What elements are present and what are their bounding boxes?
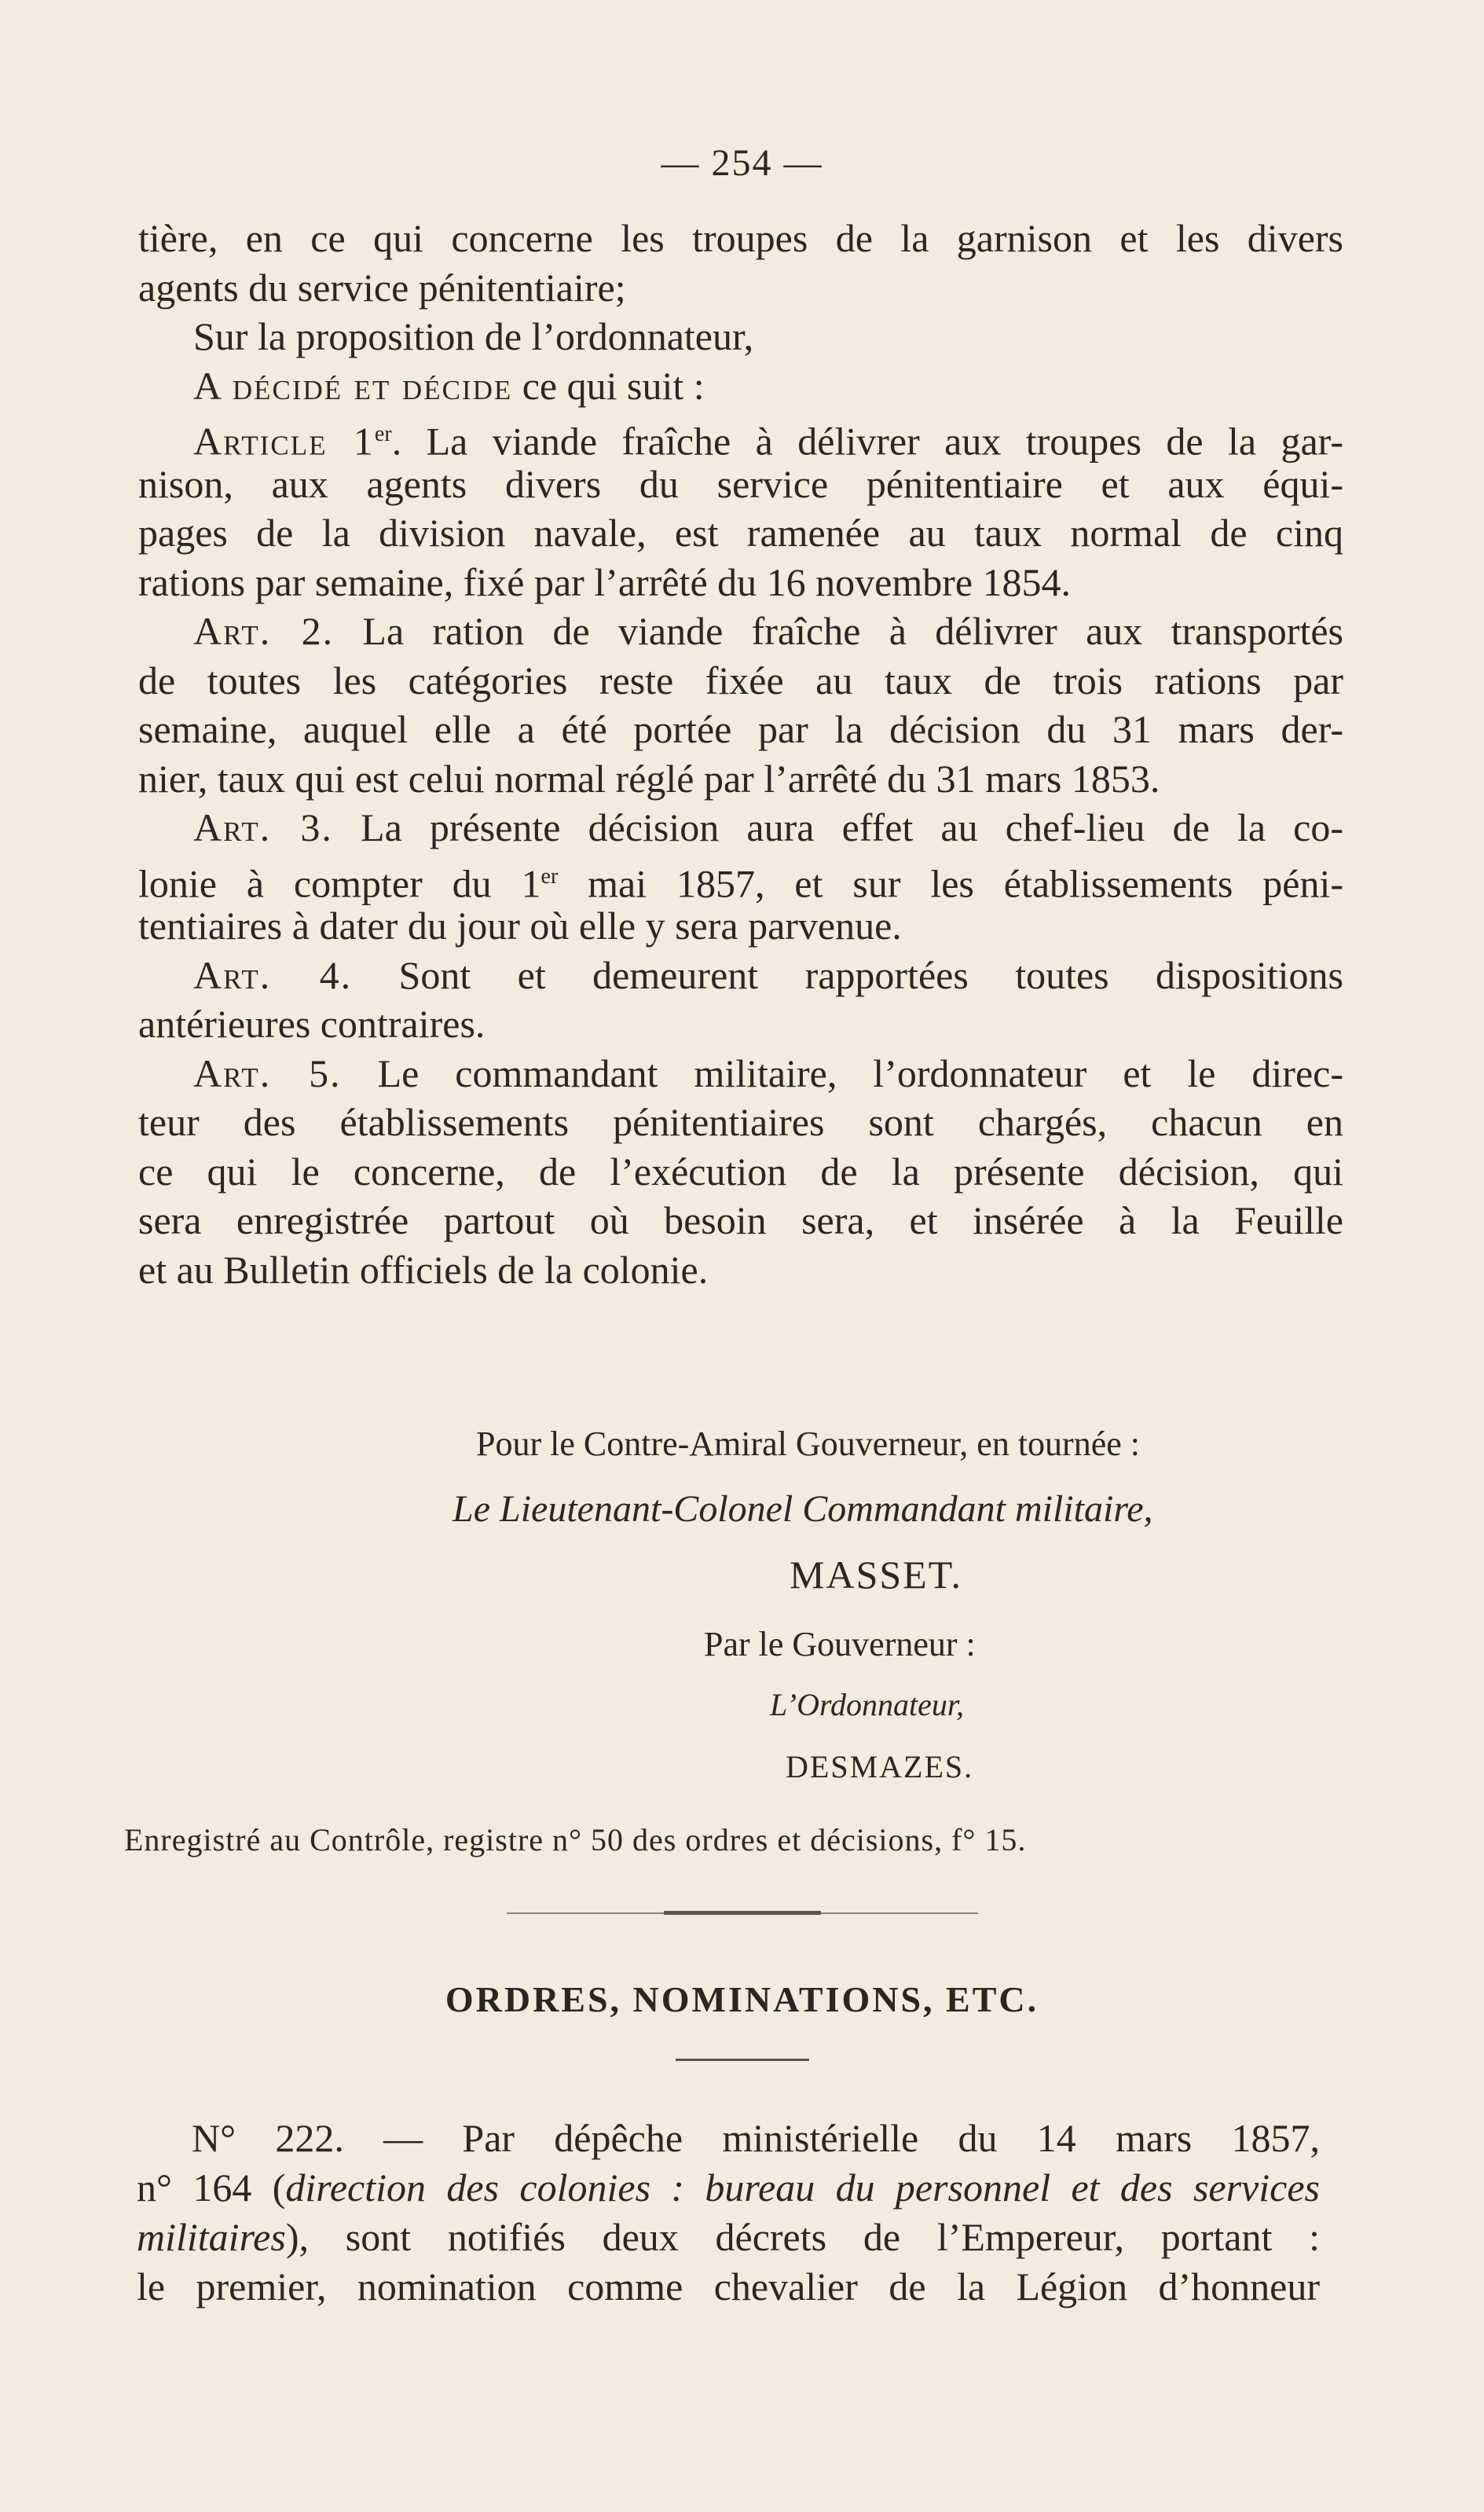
text-line: et au Bulletin officiels de la colonie. xyxy=(138,1247,709,1292)
article-5-label: Art. 5. xyxy=(193,1051,342,1095)
text-line: rations par semaine, fixé par l’arrêté du 16 novembre 1854. xyxy=(138,559,1072,604)
article-3-date-b: mai 1857, et sur les établissements péni- xyxy=(558,861,1343,906)
text-line: antérieures contraires. xyxy=(138,1002,486,1046)
text-line: nison, aux agents divers du service pénitentiaire et aux équi- xyxy=(138,461,1343,506)
text-line: ce qui le concerne, de l’exécution de la présente décision, qui xyxy=(138,1149,1343,1194)
text-line: teur des établissements pénitentiaires sont chargés, chacun en xyxy=(138,1100,1343,1144)
text-line: sera enregistrée partout où besoin sera, et insérée à la Feuille xyxy=(138,1198,1343,1242)
page-number: — 254 — xyxy=(661,142,823,184)
text-line xyxy=(137,2213,1320,2262)
order-222-text xyxy=(137,2114,1320,2312)
article-4-label: Art. 4. xyxy=(193,952,353,997)
signature-authority-2: Par le Gouverneur : xyxy=(704,1625,976,1663)
signature-title: Le Lieutenant-Colonel Commandant militaire, xyxy=(453,1488,1153,1530)
divider-thick xyxy=(664,1911,821,1915)
article-5-line xyxy=(138,1049,1343,1098)
article-1-sup: er xyxy=(374,422,392,446)
decision-clause-rest: ce qui suit : xyxy=(512,363,705,408)
order-direction-cont: militaires xyxy=(137,2215,286,2259)
article-4-text: Sont et demeurent rapportées toutes dispositions xyxy=(352,952,1343,997)
signature-name-2: DESMAZES. xyxy=(786,1749,974,1784)
order-direction: direction des colonies : bureau du personnel et des services xyxy=(285,2165,1320,2209)
text-line: agents du service pénitentiaire; xyxy=(138,265,626,310)
text-line: semaine, auquel elle a été portée par la décision du 31 mars der- xyxy=(138,707,1343,751)
text-line: de toutes les catégories reste fixée au taux de trois rations par xyxy=(138,658,1343,702)
order-notice: ), sont notifiés deux décrets de l’Empereur, portant : xyxy=(285,2215,1320,2259)
text-line: pages de la division navale, est ramenée au taux normal de cinq xyxy=(138,511,1343,555)
article-3-label: Art. 3. xyxy=(193,805,333,849)
signature-name: MASSET. xyxy=(790,1553,963,1597)
article-3-text: La présente décision aura effet au chef-lieu de la co- xyxy=(332,805,1344,849)
section-heading: ORDRES, NOMINATIONS, ETC. xyxy=(445,1979,1039,2019)
text-line: nier, taux qui est celui normal réglé par l’arrêté du 31 mars 1853. xyxy=(138,756,1160,801)
order-ref: n° 164 ( xyxy=(137,2165,286,2209)
article-1-text: . La viande fraîche à délivrer aux troupes de la gar- xyxy=(391,419,1343,464)
article-1-line xyxy=(138,410,1343,464)
underline-bar xyxy=(676,2059,809,2061)
article-5-text: Le commandant militaire, l’ordonnateur et le direc- xyxy=(341,1051,1343,1095)
article-2-line xyxy=(138,607,1343,656)
text-line xyxy=(138,853,1343,906)
article-2-label: Art. 2. xyxy=(193,609,335,653)
article-3-line xyxy=(138,803,1343,853)
text-line: tentiaires à dater du jour où elle y sera parvenue. xyxy=(138,904,902,948)
article-3-sup: er xyxy=(540,864,559,889)
signature-title-2: L’Ordonnateur, xyxy=(770,1687,965,1722)
registry-note: Enregistré au Contrôle, registre n° 50 des ordres et décisions, f° 15. xyxy=(124,1822,1027,1857)
text-line: N° 222. — Par dépêche ministérielle du 14 mars 1857, xyxy=(192,2116,1320,2160)
article-4-line xyxy=(138,951,1343,1000)
text-line xyxy=(137,2163,1320,2213)
text-line: le premier, nomination comme chevalier de la Légion d’honneur xyxy=(137,2264,1320,2308)
decision-text xyxy=(138,214,1343,1294)
signature-authority: Pour le Contre-Amiral Gouverneur, en tournée : xyxy=(476,1425,1140,1463)
article-3-date-a: lonie à compter du 1 xyxy=(138,861,541,906)
article-1-label: Article 1 xyxy=(193,419,375,464)
decision-keyword: A décidé et décide xyxy=(193,363,513,408)
decision-clause xyxy=(138,361,1343,411)
text-line: Sur la proposition de l’ordonnateur, xyxy=(193,314,754,358)
text-line: tière, en ce qui concerne les troupes de la garnison et les divers xyxy=(138,216,1343,260)
article-2-text: La ration de viande fraîche à délivrer aux transportés xyxy=(334,609,1343,653)
